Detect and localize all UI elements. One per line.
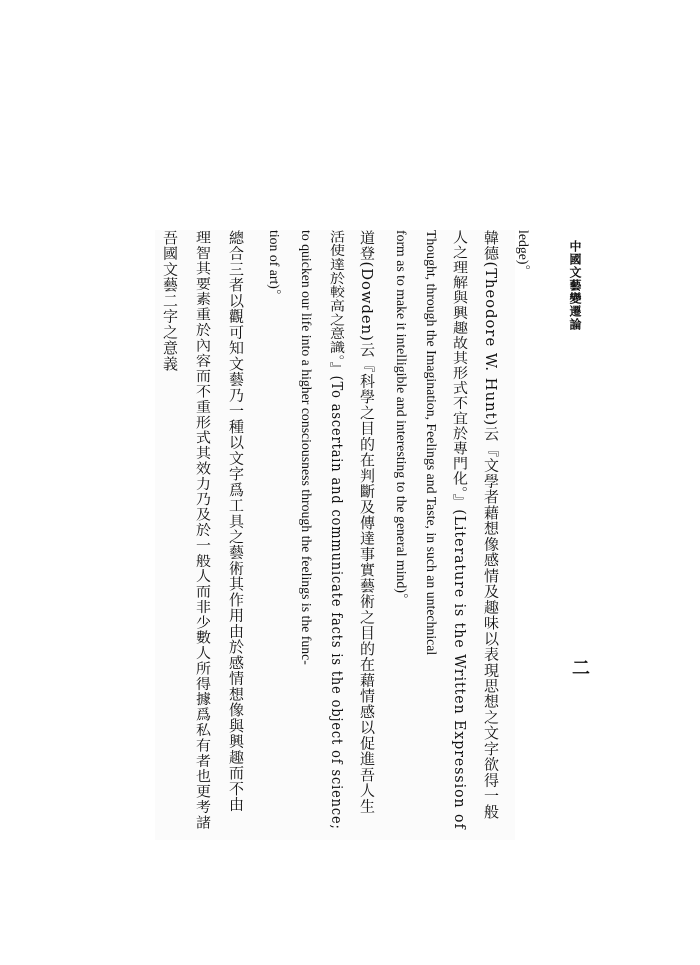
running-title: 中國文藝變遷論 — [568, 240, 582, 331]
text-column-10: 總合三者以觀可知文藝乃一種以文字爲工具之藝術其作用由於感情想像與興趣而不由 — [227, 230, 245, 813]
text-column-9: tion of art)。 — [266, 230, 281, 303]
page-scan — [155, 230, 530, 840]
text-column-8: to quicken our life into a higher consciousness through the feelings is the func- — [298, 230, 313, 665]
text-column-12: 吾國文藝二字之意義 — [161, 230, 179, 372]
text-column-1: ledge)。 — [515, 230, 530, 279]
text-column-5: form as to make it intelligible and interesting to the general mind)。 — [393, 230, 408, 607]
text-column-3: 人之理解與興趣故其形式不宜於專門化。』(Literature is the Written Expression of — [451, 230, 469, 830]
text-column-6: 道登(Dowden)云『科學之目的在判斷及傳達事實藝術之目的在藉情感以促進吾人生 — [358, 230, 376, 815]
text-column-4: Thought, through the Imagination, Feelings and Taste, in such an untechnical — [423, 230, 438, 656]
text-column-11: 理智其要素重於內容而不重形式其效力乃及於一般人而非少數人所得據爲私有者也更考諸 — [194, 230, 212, 830]
page-number: 二 — [569, 658, 590, 676]
text-column-7: 活使達於較高之意識。』(To ascertain and communicate facts is the object of science; — [328, 230, 346, 830]
text-column-2: 韓德(Theodore W. Hunt)云『文學者藉想像感情及趣味以表現思想之文字欲得一般 — [482, 230, 500, 820]
